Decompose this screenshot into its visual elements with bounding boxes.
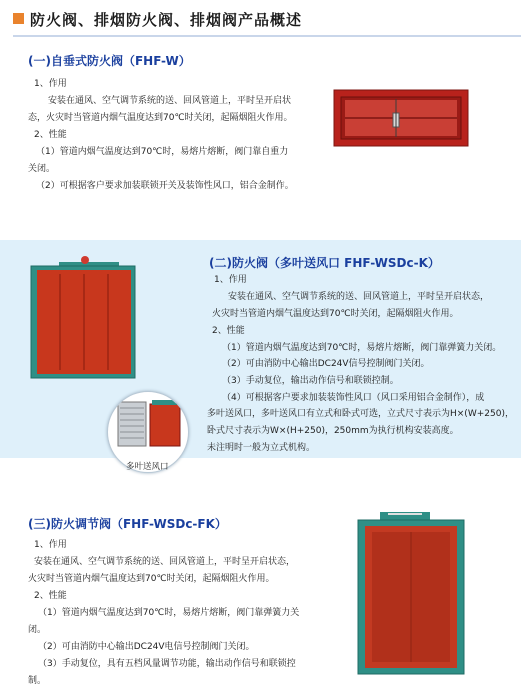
inset-caption: 多叶送风口 [126,462,169,472]
s3-use-line-1: 安装在通风、空气调节系统的送、回风管道上，平时呈开启状态， [34,557,296,567]
s2-perf-4c: 卧式尺寸表示为W×(H+250)，250mm为执行机构安装高度。 [207,426,459,436]
page-title: 防火阀、排烟防火阀、排烟阀产品概述 [30,11,303,29]
fhf-wsdc-fk-damper-image [352,510,470,678]
s2-perf-4d: 未注明时一般为立式机构。 [207,443,316,453]
s2-use-line-2: 火灾时当管道内烟气温度达到70℃时关闭，起隔烟阻火作用。 [212,309,459,319]
s2-use-heading: 1、作用 [214,275,247,285]
s3-perf-3a: （3）手动复位，具有五档风量调节功能，输出动作信号和联锁控 [38,659,296,669]
s1-perf-1b: 关闭。 [28,164,56,174]
s3-perf-2: （2）可由消防中心输出DC24V电信号控制阀门关闭。 [38,642,255,652]
section-1-heading: (一)自垂式防火阀（FHF-W） [28,54,191,68]
s1-use-line-2: 态，火灾时当管道内烟气温度达到70℃时关闭，起隔烟阻火作用。 [28,113,293,123]
s2-perf-heading: 2、性能 [212,326,245,336]
s3-perf-3b: 制。 [28,676,47,686]
s2-perf-1: （1）管道内烟气温度达到70℃时，易熔片熔断，阀门靠弹簧力关闭。 [222,343,502,353]
s2-perf-4b: 多叶送风口，多叶送风口有立式和卧式可选，立式尺寸表示为H×(W+250)， [207,409,514,419]
section-2-heading: (二)防火阀（多叶送风口 FHF-WSDc-K） [209,256,440,270]
s3-perf-1b: 闭。 [28,625,47,635]
s1-use-heading: 1、作用 [34,79,67,89]
s3-perf-heading: 2、性能 [34,591,67,601]
s1-perf-1a: （1）管道内烟气温度达到70℃时，易熔片熔断，阀门靠自重力 [36,147,289,157]
s3-perf-1a: （1）管道内烟气温度达到70℃时，易熔片熔断，阀门靠弹簧力关 [38,608,300,618]
s2-use-line-1: 安装在通风、空气调节系统的送、回风管道上，平时呈开启状态， [228,292,490,302]
s2-perf-3: （3）手动复位，输出动作信号和联锁控制。 [222,376,399,386]
s2-perf-4a: （4）可根据客户要求加装装饰性风口（风口采用铝合金制作），成 [222,393,485,403]
s1-use-line-1: 安装在通风、空气调节系统的送、回风管道上，平时呈开启状 [48,96,292,106]
s3-use-line-2: 火灾时当管道内烟气温度达到70℃时关闭，起隔烟阻火作用。 [28,574,275,584]
s3-use-heading: 1、作用 [34,540,67,550]
s1-perf-2: （2）可根据客户要求加装联锁开关及装饰性风口，铝合金制作。 [36,181,294,191]
fhf-w-damper-image [333,89,469,147]
title-divider [13,35,521,37]
s2-perf-2: （2）可由消防中心输出DC24V信号控制阀门关闭。 [222,359,430,369]
s1-perf-heading: 2、性能 [34,130,67,140]
title-marker [13,13,24,24]
section-3-heading: (三)防火调节阀（FHF-WSDc-FK） [28,517,227,531]
fhf-wsdc-k-damper-image [25,254,143,386]
